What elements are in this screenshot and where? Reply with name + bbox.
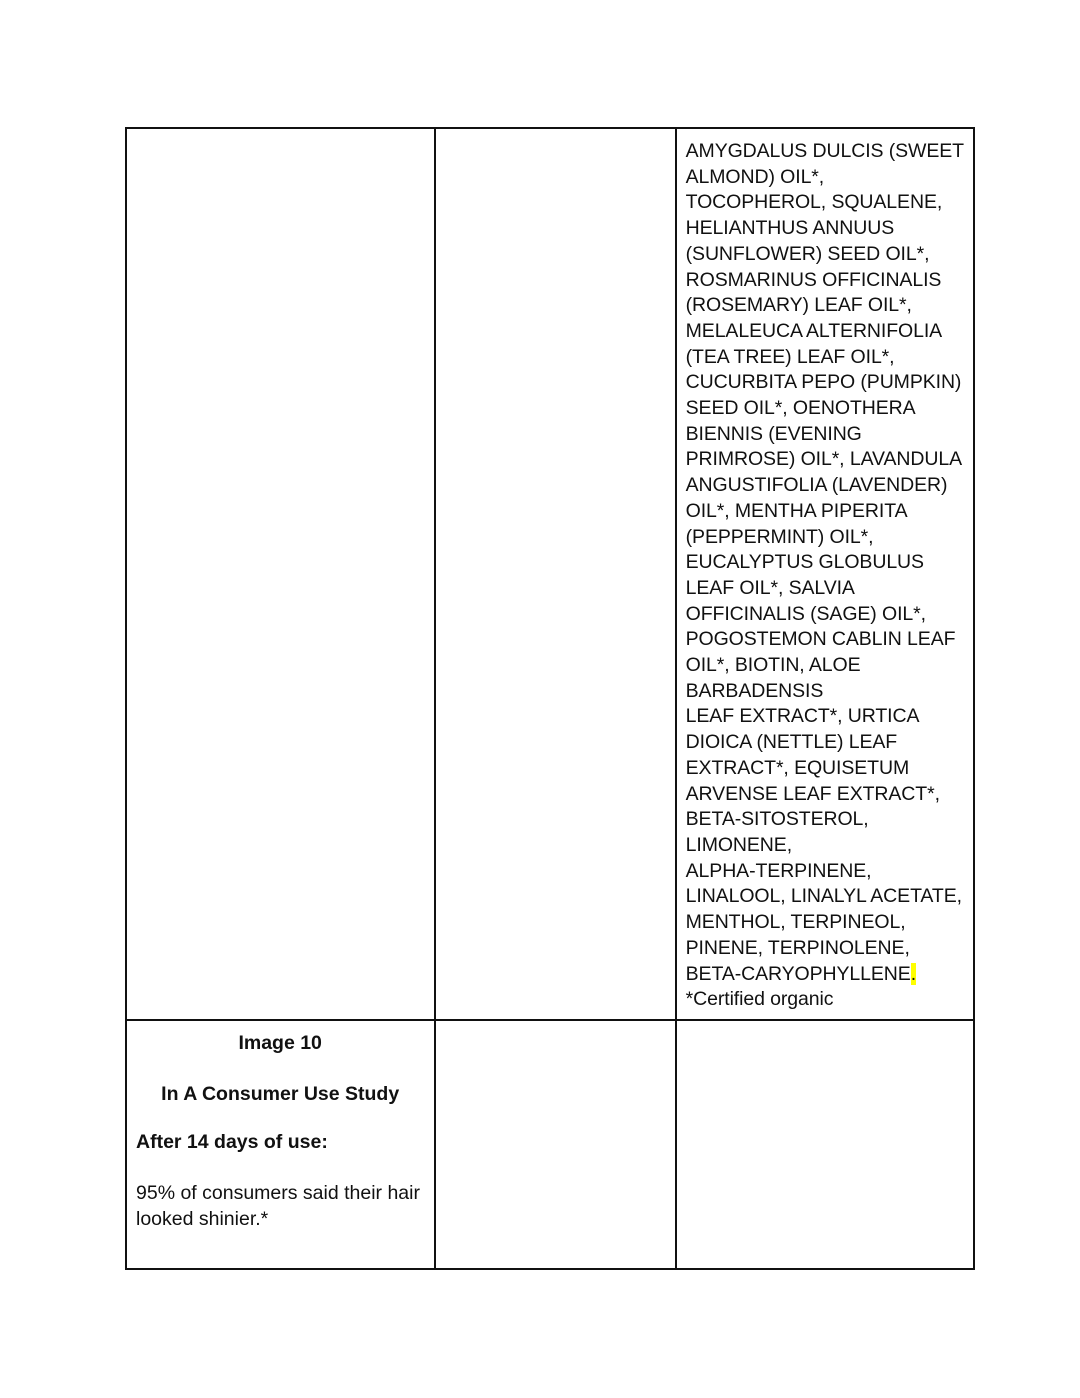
ingredient-line: EXTRACT*, EQUISETUM bbox=[685, 756, 910, 779]
ingredient-line: HELIANTHUS ANNUUS bbox=[685, 217, 895, 240]
table-row bbox=[126, 1020, 974, 1269]
study-cell bbox=[126, 1020, 435, 1269]
ingredient-line: LINALOOL, LINALYL ACETATE, bbox=[685, 885, 962, 908]
ingredient-last-text: BETA-CARYOPHYLLENE bbox=[685, 962, 911, 985]
highlighted-period: . bbox=[910, 962, 917, 985]
ingredient-line: DIOICA (NETTLE) LEAF bbox=[685, 731, 898, 754]
table-row bbox=[126, 128, 974, 1020]
ingredient-line: LEAF OIL*, SALVIA bbox=[685, 576, 855, 599]
ingredient-line: OFFICINALIS (SAGE) OIL*, bbox=[685, 602, 926, 625]
ingredient-line: EUCALYPTUS GLOBULUS bbox=[685, 551, 924, 574]
ingredient-line: PINENE, TERPINOLENE, bbox=[685, 936, 910, 959]
ingredients-cell bbox=[676, 128, 974, 1020]
ingredient-line: MENTHOL, TERPINEOL, bbox=[685, 911, 906, 934]
table-cell-empty bbox=[126, 128, 435, 1020]
ingredient-line: AMYGDALUS DULCIS (SWEET bbox=[685, 140, 964, 162]
ingredient-line: ALMOND) OIL*, bbox=[685, 165, 825, 188]
study-duration: After 14 days of use: bbox=[136, 1131, 328, 1154]
ingredient-line: ANGUSTIFOLIA (LAVENDER) bbox=[685, 474, 948, 497]
ingredient-table bbox=[125, 127, 975, 1270]
study-heading: In A Consumer Use Study bbox=[161, 1082, 400, 1105]
table-cell-empty bbox=[435, 128, 675, 1020]
ingredient-line: LIMONENE, bbox=[685, 833, 793, 856]
ingredient-line: LEAF EXTRACT*, URTICA bbox=[685, 705, 920, 728]
certified-organic-footnote: *Certified organic bbox=[685, 988, 834, 1011]
ingredient-line: (PEPPERMINT) OIL*, bbox=[685, 525, 874, 548]
ingredient-line: ARVENSE LEAF EXTRACT*, bbox=[685, 782, 940, 805]
table-cell-empty bbox=[435, 1020, 675, 1269]
ingredient-line: MELALEUCA ALTERNIFOLIA bbox=[685, 319, 943, 342]
ingredient-list bbox=[677, 129, 973, 1013]
study-claim: 95% of consumers said their hair looked shinier.* bbox=[136, 1182, 420, 1230]
ingredient-line: OIL*, BIOTIN, ALOE bbox=[685, 654, 861, 677]
table-cell-empty bbox=[676, 1020, 974, 1269]
ingredient-line: OIL*, MENTHA PIPERITA bbox=[685, 499, 908, 522]
image-label: Image 10 bbox=[238, 1032, 322, 1054]
ingredient-line: BIENNIS (EVENING bbox=[685, 422, 862, 445]
ingredient-line: (TEA TREE) LEAF OIL*, bbox=[685, 345, 895, 368]
ingredient-line: BARBADENSIS bbox=[685, 679, 824, 702]
ingredient-line-last bbox=[686, 962, 965, 988]
ingredient-line: TOCOPHEROL, SQUALENE, bbox=[685, 191, 943, 214]
ingredient-line: ALPHA-TERPINENE, bbox=[685, 859, 872, 882]
ingredient-line: ROSMARINUS OFFICINALIS bbox=[685, 268, 942, 291]
ingredient-line: (SUNFLOWER) SEED OIL*, bbox=[685, 242, 930, 265]
ingredient-line: CUCURBITA PEPO (PUMPKIN) bbox=[685, 371, 962, 394]
ingredient-line: BETA-SITOSTEROL, bbox=[685, 808, 869, 831]
ingredient-line: PRIMROSE) OIL*, LAVANDULA bbox=[685, 448, 962, 471]
ingredient-line: POGOSTEMON CABLIN LEAF bbox=[685, 628, 956, 651]
ingredient-line: (ROSEMARY) LEAF OIL*, bbox=[685, 294, 912, 317]
ingredient-line: SEED OIL*, OENOTHERA bbox=[685, 397, 916, 420]
consumer-study bbox=[127, 1021, 434, 1233]
